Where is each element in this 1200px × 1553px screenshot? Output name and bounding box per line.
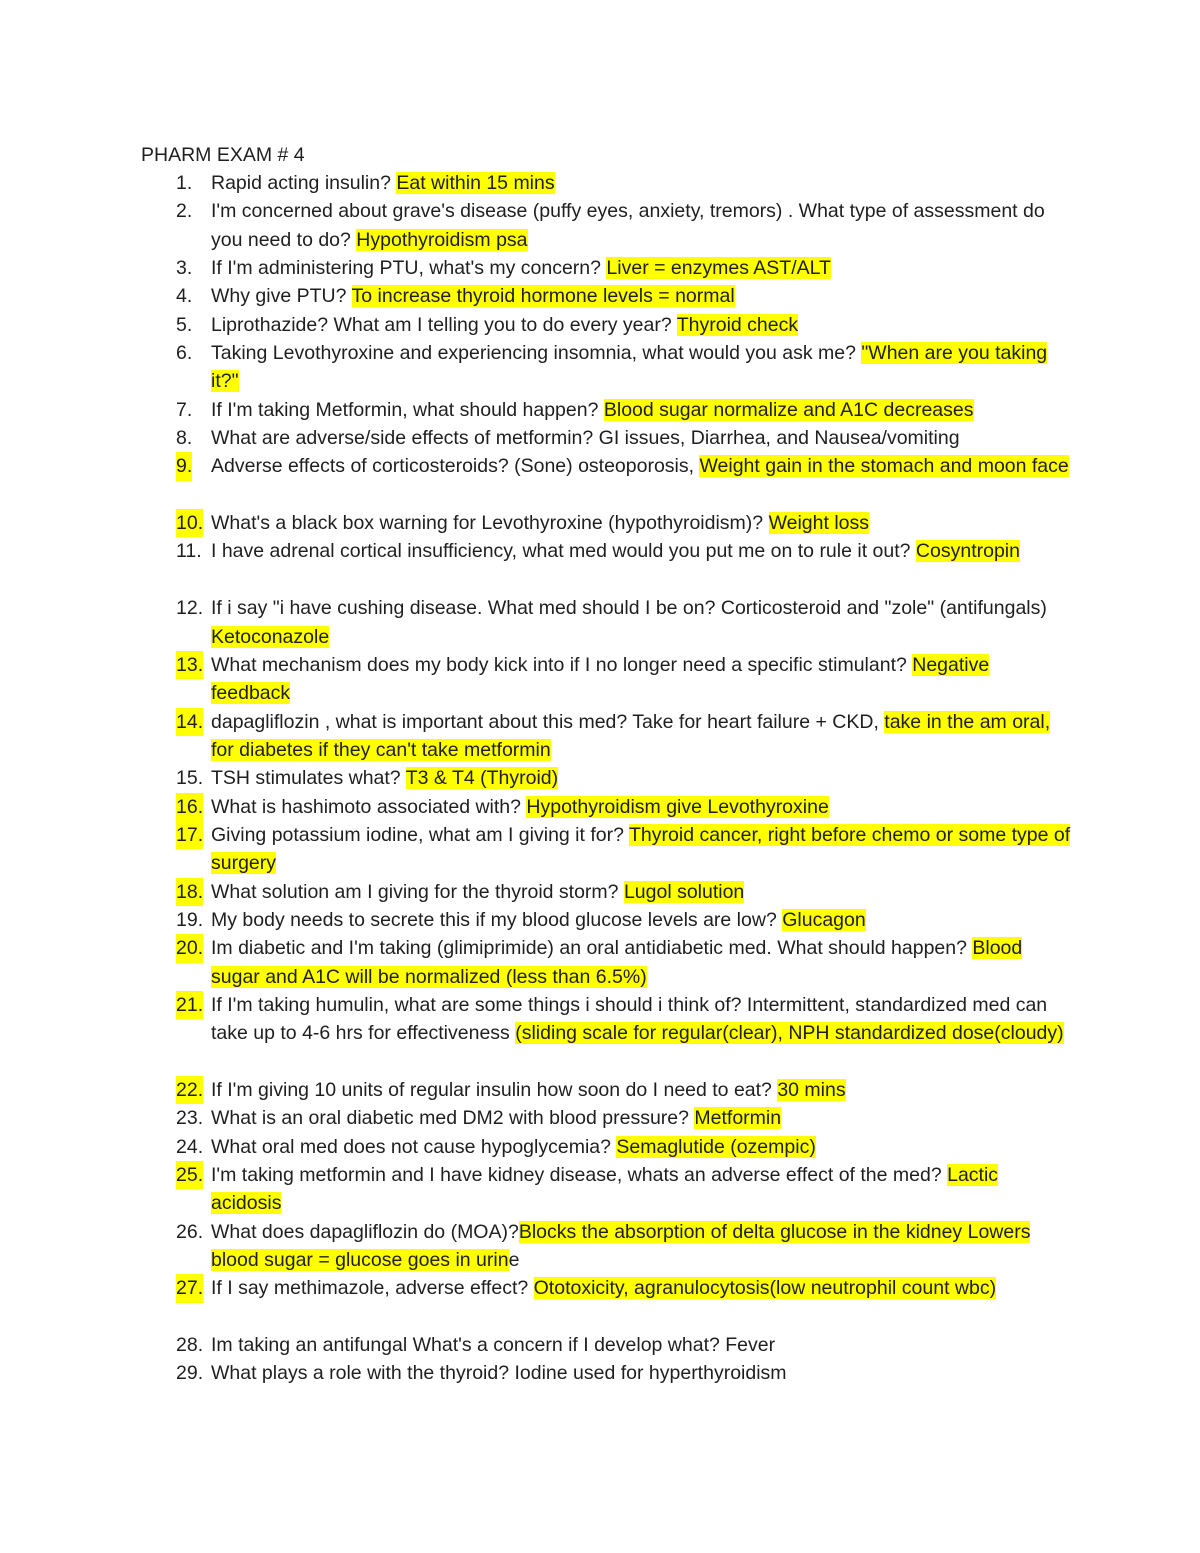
- question-number: 7.: [176, 398, 193, 421]
- question-prompt: I have adrenal cortical insufficiency, what med would you put me on to rule it out?: [211, 540, 916, 563]
- question-prompt: Im taking an antifungal What's a concern if I develop what? Fever: [211, 1334, 776, 1357]
- question-item: [0, 254, 1200, 282]
- highlighted-answer: Semaglutide (ozempic): [616, 1135, 816, 1158]
- highlighted-answer: Liver = enzymes AST/ALT: [606, 257, 831, 280]
- question-text: [211, 821, 1071, 878]
- question-prompt: If I'm administering PTU, what's my concern?: [211, 257, 607, 280]
- question-item: [0, 537, 1200, 594]
- highlighted-answer: Metformin: [694, 1107, 782, 1130]
- question-text: [211, 537, 1071, 565]
- question-prompt: What are adverse/side effects of metformin? GI issues, Diarrhea, and Nausea/vomiting: [211, 427, 960, 450]
- question-prompt: dapagliflozin , what is important about this med? Take for heart failure + CKD,: [211, 710, 885, 733]
- question-text: [211, 651, 1071, 708]
- question-item: [0, 1359, 1200, 1387]
- question-item: [0, 1076, 1200, 1104]
- question-number: 25.: [176, 1161, 203, 1189]
- highlighted-answer: Hypothyroidism give Levothyroxine: [526, 795, 829, 818]
- question-prompt: If I'm giving 10 units of regular insulin how soon do I need to eat?: [211, 1079, 778, 1102]
- question-number: 19.: [176, 908, 204, 931]
- highlighted-answer: Blocks the absorption of delta glucose in the kidney Lowers blood sugar = glucose goes in urin: [211, 1220, 1031, 1272]
- question-number: 6.: [176, 342, 193, 365]
- question-prompt: What mechanism does my body kick into if I no longer need a specific stimulant?: [211, 653, 913, 676]
- question-number: 16.: [176, 793, 203, 821]
- question-text: [211, 452, 1071, 480]
- question-text: [211, 1274, 1071, 1302]
- highlighted-answer: take in the am oral, for diabetes if they can't take metformin: [211, 710, 1051, 761]
- highlighted-answer: 30 mins: [777, 1079, 846, 1102]
- question-prompt: If I say methimazole, adverse effect?: [211, 1277, 534, 1300]
- question-text: [211, 764, 1071, 792]
- question-text: [211, 708, 1071, 765]
- question-text: [211, 197, 1071, 254]
- question-item: [0, 594, 1200, 651]
- question-prompt: What plays a role with the thyroid? Iodine used for hyperthyroidism: [211, 1362, 787, 1385]
- question-text: [211, 339, 1071, 396]
- highlighted-answer: Hypothyroidism psa: [356, 228, 528, 251]
- question-prompt: What is an oral diabetic med DM2 with blood pressure?: [211, 1107, 695, 1130]
- question-number: 23.: [176, 1107, 204, 1130]
- answer-tail: e: [508, 1249, 520, 1272]
- question-item: [0, 793, 1200, 821]
- question-text: [211, 1133, 1071, 1161]
- question-prompt: What solution am I giving for the thyroid storm?: [211, 880, 624, 903]
- question-prompt: I'm concerned about grave's disease (puffy eyes, anxiety, tremors) . What type of assessment do you need to do?: [211, 200, 1045, 251]
- highlighted-answer: Blood sugar normalize and A1C decreases: [603, 398, 974, 421]
- question-text: [211, 793, 1071, 821]
- question-number: 20.: [176, 934, 203, 962]
- question-number: 4.: [176, 285, 193, 308]
- question-item: [0, 396, 1200, 424]
- question-item: [0, 1133, 1200, 1161]
- question-prompt: If I'm taking humulin, what are some things i should i think of? Intermittent, standardized med can take up to 4-6 hrs for effectiveness: [211, 993, 1048, 1045]
- question-text: [211, 878, 1071, 906]
- question-number: 17.: [176, 821, 203, 849]
- question-number: 18.: [176, 878, 203, 906]
- question-prompt: TSH stimulates what?: [211, 767, 406, 790]
- question-number: 24.: [176, 1135, 204, 1158]
- question-prompt: If i say "i have cushing disease. What med should I be on? Corticosteroid and "zole" (antifungals): [211, 597, 1047, 620]
- question-text: [211, 1359, 1071, 1387]
- question-number: 22.: [176, 1076, 203, 1104]
- question-text: [211, 594, 1071, 651]
- highlighted-answer: To increase thyroid hormone levels = normal: [351, 285, 735, 308]
- highlighted-answer: Lugol solution: [623, 880, 745, 903]
- question-item: [0, 509, 1200, 537]
- question-text: [211, 396, 1071, 424]
- question-prompt: Why give PTU?: [211, 285, 352, 308]
- highlighted-answer: Ototoxicity, agranulocytosis(low neutrophil count wbc): [533, 1277, 997, 1300]
- question-text: [211, 1331, 1071, 1359]
- highlighted-answer: (sliding scale for regular(clear), NPH standardized dose(cloudy): [515, 1022, 1064, 1045]
- question-text: [211, 1104, 1071, 1132]
- highlighted-answer: Negative feedback: [211, 653, 990, 705]
- question-item: [0, 764, 1200, 792]
- question-item: [0, 906, 1200, 934]
- question-number: 3.: [176, 257, 193, 280]
- question-item: [0, 1331, 1200, 1359]
- question-prompt: What oral med does not cause hypoglycemia?: [211, 1135, 617, 1158]
- question-item: [0, 311, 1200, 339]
- question-number: 10.: [176, 509, 203, 537]
- question-item: [0, 878, 1200, 906]
- question-number: 26.: [176, 1220, 204, 1243]
- question-number: 5.: [176, 313, 193, 336]
- highlighted-answer: Thyroid check: [676, 313, 799, 336]
- question-prompt: What is hashimoto associated with?: [211, 795, 527, 818]
- question-item: [0, 424, 1200, 452]
- question-prompt: Liprothazide? What am I telling you to do every year?: [211, 313, 677, 336]
- highlighted-answer: Weight loss: [768, 512, 869, 535]
- question-prompt: What does dapagliflozin do (MOA)?: [211, 1220, 519, 1243]
- question-list: [0, 169, 1200, 1388]
- question-number: 2.: [176, 200, 193, 223]
- question-number: 12.: [176, 597, 204, 620]
- question-prompt: Im diabetic and I'm taking (glimiprimide) an oral antidiabetic med. What should happen?: [211, 937, 973, 960]
- question-text: [211, 169, 1071, 197]
- question-item: [0, 651, 1200, 708]
- question-item: [0, 1274, 1200, 1331]
- question-item: [0, 169, 1200, 197]
- question-text: [211, 934, 1071, 991]
- question-number: 1.: [176, 172, 193, 194]
- highlighted-answer: Lactic acidosis: [211, 1164, 999, 1215]
- highlighted-answer: Glucagon: [782, 908, 866, 931]
- question-item: [0, 991, 1200, 1076]
- question-item: [0, 197, 1200, 254]
- highlighted-answer: Blood sugar and A1C will be normalized (less than 6.5%): [211, 937, 1023, 988]
- question-number: 8.: [176, 427, 193, 450]
- highlighted-answer: "When are you taking it?": [211, 342, 1048, 393]
- question-number: 13.: [176, 651, 203, 679]
- question-number: 28.: [176, 1334, 204, 1357]
- question-item: [0, 1104, 1200, 1132]
- question-number: 11.: [176, 540, 202, 563]
- highlighted-answer: Weight gain in the stomach and moon face: [699, 455, 1069, 478]
- question-prompt: My body needs to secrete this if my blood glucose levels are low?: [211, 908, 783, 931]
- question-prompt: If I'm taking Metformin, what should happen?: [211, 398, 604, 421]
- question-text: [211, 424, 1071, 452]
- question-item: [0, 708, 1200, 765]
- highlighted-answer: Thyroid cancer, right before chemo or some type of surgery: [211, 823, 1071, 875]
- question-item: [0, 821, 1200, 878]
- highlighted-answer: Eat within 15 mins: [396, 172, 555, 194]
- question-text: [211, 311, 1071, 339]
- question-number: 29.: [176, 1362, 204, 1385]
- question-text: [211, 1076, 1071, 1104]
- question-item: [0, 452, 1200, 509]
- question-text: [211, 254, 1071, 282]
- question-prompt: What's a black box warning for Levothyroxine (hypothyroidism)?: [211, 512, 769, 535]
- highlighted-answer: Cosyntropin: [915, 540, 1020, 563]
- question-number: 15.: [176, 767, 204, 790]
- question-prompt: Rapid acting insulin?: [211, 172, 397, 194]
- question-text: [211, 509, 1071, 537]
- question-number: 9.: [176, 452, 192, 480]
- question-text: [211, 906, 1071, 934]
- highlighted-answer: Ketoconazole: [211, 625, 330, 648]
- question-prompt: Adverse effects of corticosteroids? (Sone) osteoporosis,: [211, 455, 700, 478]
- question-prompt: I'm taking metformin and I have kidney disease, whats an adverse effect of the med?: [211, 1164, 948, 1187]
- question-item: [0, 1218, 1200, 1275]
- question-item: [0, 282, 1200, 310]
- question-prompt: Taking Levothyroxine and experiencing insomnia, what would you ask me?: [211, 342, 862, 365]
- question-prompt: Giving potassium iodine, what am I giving it for?: [211, 823, 630, 846]
- question-item: [0, 934, 1200, 991]
- question-text: [211, 991, 1071, 1048]
- question-number: 14.: [176, 708, 203, 736]
- question-text: [211, 1218, 1071, 1275]
- question-number: 21.: [176, 991, 203, 1019]
- highlighted-answer: T3 & T4 (Thyroid): [405, 767, 559, 790]
- question-number: 27.: [176, 1274, 203, 1302]
- question-text: [211, 282, 1071, 310]
- question-text: [211, 1161, 1071, 1218]
- page-title: PHARM EXAM # 4: [141, 144, 305, 166]
- question-item: [0, 339, 1200, 396]
- question-item: [0, 1161, 1200, 1218]
